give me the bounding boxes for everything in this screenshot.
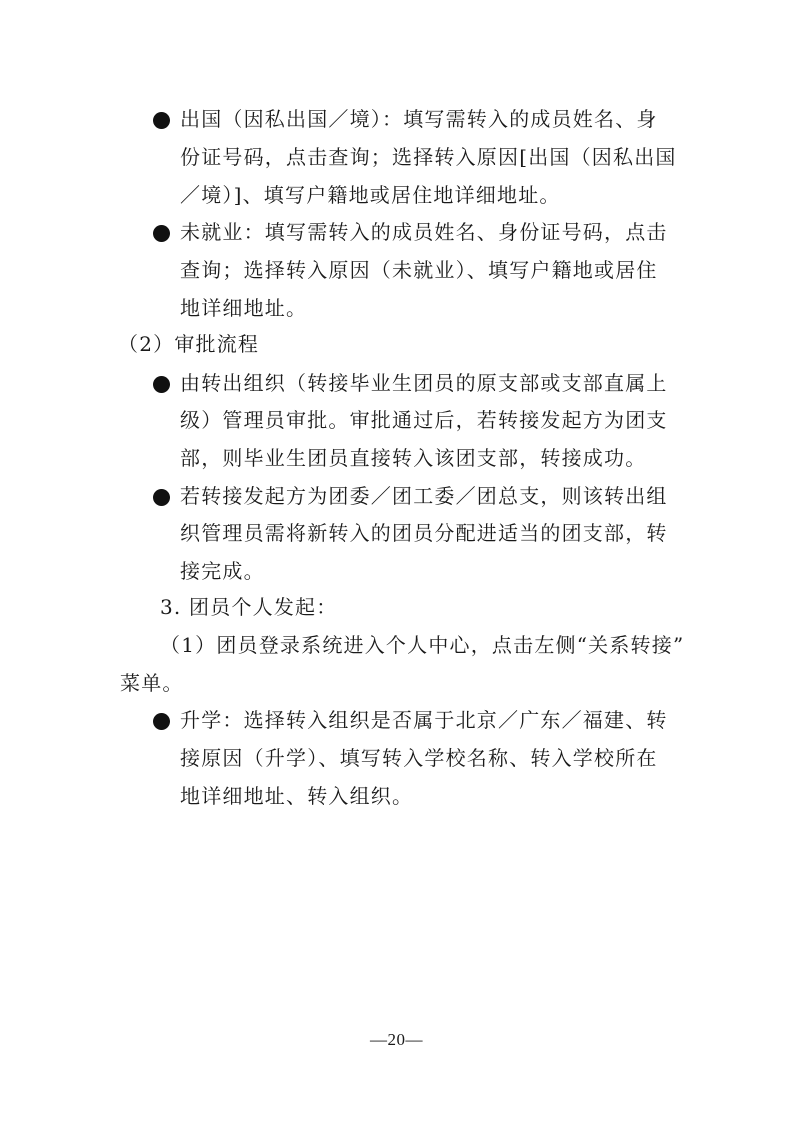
text-line: 查询；选择转入原因（未就业）、填写户籍地或居住 bbox=[180, 258, 658, 282]
text-line: 未就业：填写需转入的成员姓名、身份证号码，点击 bbox=[180, 220, 668, 244]
text-line: 份证号码，点击查询；选择转入原因[出国（因私出国 bbox=[180, 145, 677, 169]
text-line: 级）管理员审批。审批通过后，若转接发起方为团支 bbox=[180, 408, 668, 432]
text-line: 接完成。 bbox=[180, 559, 265, 583]
text-line: 菜单。 bbox=[120, 671, 184, 695]
text-line: 地详细地址、转入组织。 bbox=[180, 784, 414, 808]
text-line: 若转接发起方为团委／团工委／团总支，则该转出组 bbox=[180, 484, 668, 508]
text-line: 升学：选择转入组织是否属于北京／广东／福建、转 bbox=[180, 708, 668, 732]
text-line: 接原因（升学）、填写转入学校名称、转入学校所在 bbox=[180, 746, 658, 770]
page-number: —20— bbox=[370, 1030, 423, 1049]
bullet-icon bbox=[153, 713, 170, 730]
section-heading: 3. 团员个人发起： bbox=[160, 595, 338, 619]
bullet-icon bbox=[153, 376, 170, 393]
text-line: ／境）]、填写户籍地或居住地详细地址。 bbox=[180, 183, 561, 207]
bullet-icon bbox=[153, 489, 170, 506]
bullet-icon bbox=[153, 112, 170, 129]
bullet-icon bbox=[153, 225, 170, 242]
text-line: 地详细地址。 bbox=[180, 296, 308, 320]
text-line: 出国（因私出国／境）：填写需转入的成员姓名、身 bbox=[180, 107, 658, 131]
section-heading: （2）审批流程 bbox=[118, 332, 260, 356]
text-line: 织管理员需将新转入的团员分配进适当的团支部，转 bbox=[180, 521, 668, 545]
text-line: 部，则毕业生团员直接转入该团支部，转接成功。 bbox=[180, 446, 647, 470]
text-line: （1）团员登录系统进入个人中心，点击左侧“关系转接” bbox=[160, 633, 685, 657]
text-line: 由转出组织（转接毕业生团员的原支部或支部直属上 bbox=[180, 371, 668, 395]
